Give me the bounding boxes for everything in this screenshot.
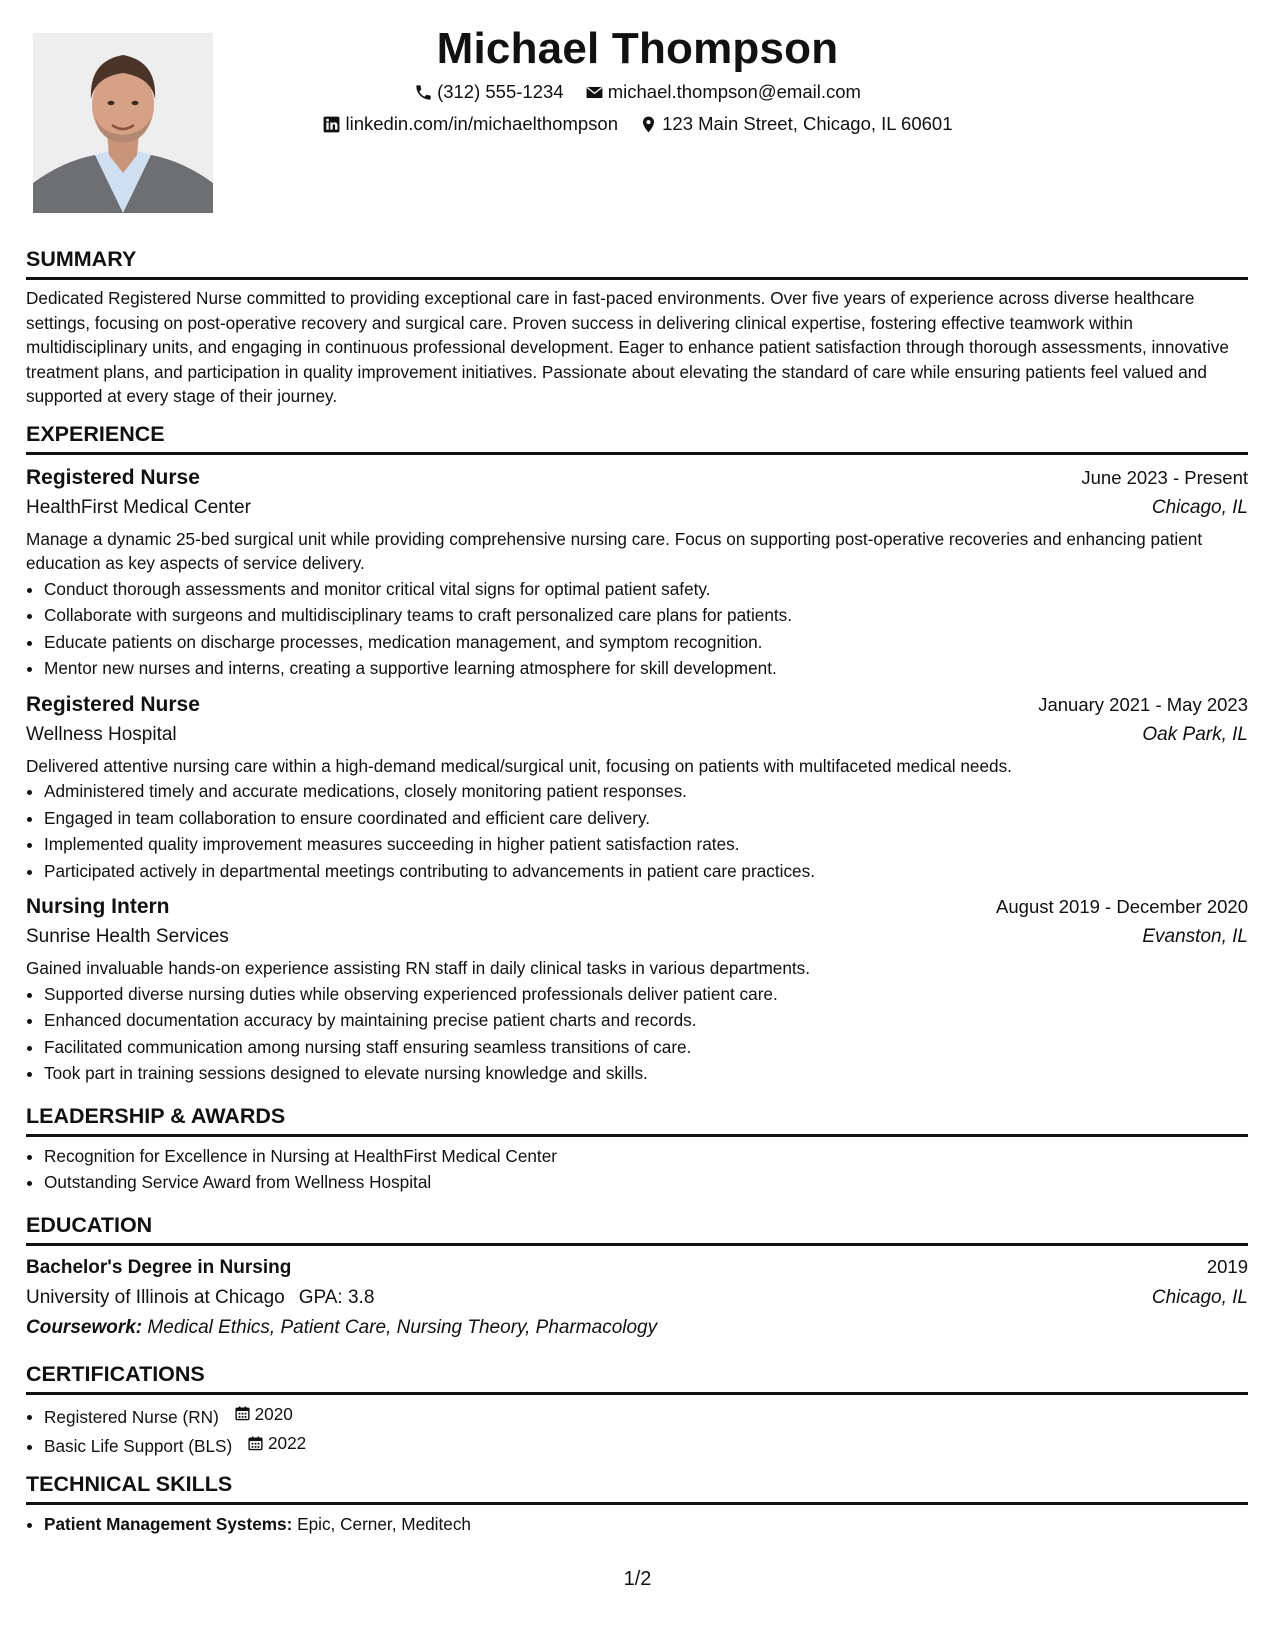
- list-item: • Outstanding Service Award from Wellness Hospital: [44, 1169, 1248, 1196]
- job-entry-3: [26, 892, 1248, 1087]
- leadership-list: [26, 1143, 1248, 1196]
- graduation-year: 2019: [1206, 1255, 1248, 1277]
- address-text: 123 Main Street, Chicago, IL 60601: [662, 113, 953, 134]
- list-item: [44, 1401, 1248, 1430]
- email-text: michael.thompson@email.com: [607, 81, 861, 102]
- certification-name: Basic Life Support (BLS): [44, 1435, 233, 1456]
- map-pin-icon: [639, 115, 658, 134]
- list-item: • Implemented quality improvement measures succeeding in higher patient satisfaction rates.: [44, 831, 1248, 858]
- certification-name: Registered Nurse (RN): [44, 1406, 219, 1427]
- skill-value: Epic, Cerner, Meditech: [297, 1514, 471, 1534]
- job-company: Wellness Hospital: [26, 723, 177, 745]
- coursework-label: Coursework:: [26, 1316, 143, 1338]
- job-title: Nursing Intern: [26, 895, 170, 918]
- leadership-heading: LEADERSHIP & AWARDS: [26, 1103, 1248, 1137]
- job-location: Evanston, IL: [1142, 926, 1248, 947]
- address-contact: [639, 112, 952, 136]
- education-heading: EDUCATION: [26, 1212, 1248, 1246]
- job-dates: August 2019 - December 2020: [996, 896, 1248, 917]
- skill-label: Patient Management Systems:: [44, 1514, 293, 1534]
- job-dates: June 2023 - Present: [1081, 466, 1248, 488]
- calendar-icon: [234, 1405, 251, 1422]
- education-entry: [26, 1252, 1248, 1343]
- list-item: • Collaborate with surgeons and multidisciplinary teams to craft personalized care plans for patients.: [44, 602, 1248, 629]
- job-entry-2: [26, 690, 1248, 885]
- email-contact[interactable]: [585, 80, 861, 104]
- experience-heading: EXPERIENCE: [26, 421, 1248, 455]
- list-item: • Facilitated communication among nursing staff ensuring seamless transitions of care.: [44, 1034, 1248, 1061]
- job-entry-1: [26, 463, 1248, 682]
- list-item: • Enhanced documentation accuracy by maintaining precise patient charts and records.: [44, 1007, 1248, 1034]
- coursework: [26, 1313, 1248, 1343]
- list-item: • Conduct thorough assessments and monitor critical vital signs for optimal patient safety.: [44, 576, 1248, 603]
- job-location: Oak Park, IL: [1142, 723, 1248, 745]
- job-description: Gained invaluable hands-on experience assisting RN staff in daily clinical tasks in various departments.: [26, 958, 811, 978]
- job-bullets: [26, 576, 1248, 682]
- job-location: Chicago, IL: [1151, 496, 1248, 518]
- skills-list: [26, 1511, 1248, 1538]
- list-item: • Participated actively in departmental meetings contributing to advancements in patient care practices.: [44, 858, 1248, 885]
- certification-year: 2020: [234, 1401, 293, 1428]
- list-item: [44, 1430, 1248, 1459]
- summary-text: Dedicated Registered Nurse committed to providing exceptional care in fast-paced environments. Over five years of experience across diverse healthcare settings, focusing on post-operative recovery and surgical care. Proven success in delivering clinical expertise, fostering effective teamwork within multidisciplinary units, and engaging in continuous professional development. Eager to enhance patient satisfaction through thorough assessments, innovative treatment plans, and participation in quality improvement initiatives. Passionate about elevating the standard of care while ensuring patients feel valued and supported at every stage of their journey.: [26, 288, 1229, 406]
- page-number: 1/2: [623, 1568, 652, 1590]
- resume-body: [26, 246, 1248, 1544]
- skills-heading: TECHNICAL SKILLS: [26, 1471, 1248, 1505]
- school-location: Chicago, IL: [1151, 1286, 1248, 1308]
- certifications-list: [26, 1401, 1248, 1460]
- school-name: University of Illinois at Chicago: [26, 1286, 285, 1308]
- list-item: • Administered timely and accurate medications, closely monitoring patient responses.: [44, 778, 1248, 805]
- envelope-icon: [585, 83, 604, 102]
- phone-contact[interactable]: [414, 80, 564, 104]
- list-item: • Engaged in team collaboration to ensure coordinated and efficient care delivery.: [44, 805, 1248, 832]
- list-item: • Mentor new nurses and interns, creating a supportive learning atmosphere for skill development.: [44, 655, 1248, 682]
- candidate-name: Michael Thompson: [436, 24, 839, 73]
- list-item: [44, 1511, 1248, 1538]
- list-item: • Recognition for Excellence in Nursing at HealthFirst Medical Center: [44, 1143, 1248, 1170]
- certifications-heading: CERTIFICATIONS: [26, 1361, 1248, 1395]
- degree: Bachelor's Degree in Nursing: [26, 1256, 292, 1278]
- job-description: Manage a dynamic 25-bed surgical unit while providing comprehensive nursing care. Focus on supporting post-operative recoveries and enhancing patient education as key aspects of service delivery.: [26, 528, 1203, 573]
- job-company: HealthFirst Medical Center: [26, 496, 251, 518]
- school-info: [26, 1283, 374, 1313]
- phone-icon: [414, 83, 433, 102]
- linkedin-icon: [322, 115, 341, 134]
- coursework-list: Medical Ethics, Patient Care, Nursing Theory, Pharmacology: [147, 1316, 658, 1338]
- job-bullets: [26, 778, 1248, 884]
- job-title: Registered Nurse: [26, 465, 200, 489]
- phone-text: (312) 555-1234: [437, 81, 564, 102]
- job-title: Registered Nurse: [26, 692, 200, 716]
- job-company: Sunrise Health Services: [26, 926, 229, 947]
- contact-line-1: [0, 80, 1275, 108]
- contact-line-2: [0, 112, 1275, 140]
- list-item: • Educate patients on discharge processes, medication management, and symptom recognition.: [44, 629, 1248, 656]
- gpa: GPA: 3.8: [298, 1286, 375, 1308]
- calendar-icon: [247, 1435, 264, 1452]
- linkedin-text: linkedin.com/in/michaelthompson: [345, 113, 618, 134]
- list-item: • Took part in training sessions designed to elevate nursing knowledge and skills.: [44, 1060, 1248, 1087]
- list-item: • Supported diverse nursing duties while observing experienced professionals deliver patient care.: [44, 981, 1248, 1008]
- certification-year: 2022: [247, 1430, 306, 1457]
- job-description: Delivered attentive nursing care within a high-demand medical/surgical unit, focusing on patients with multifaceted medical needs.: [26, 755, 1012, 776]
- job-bullets: [26, 981, 1248, 1087]
- linkedin-contact[interactable]: [322, 112, 618, 136]
- job-dates: January 2021 - May 2023: [1038, 693, 1248, 715]
- summary-heading: SUMMARY: [26, 246, 1248, 280]
